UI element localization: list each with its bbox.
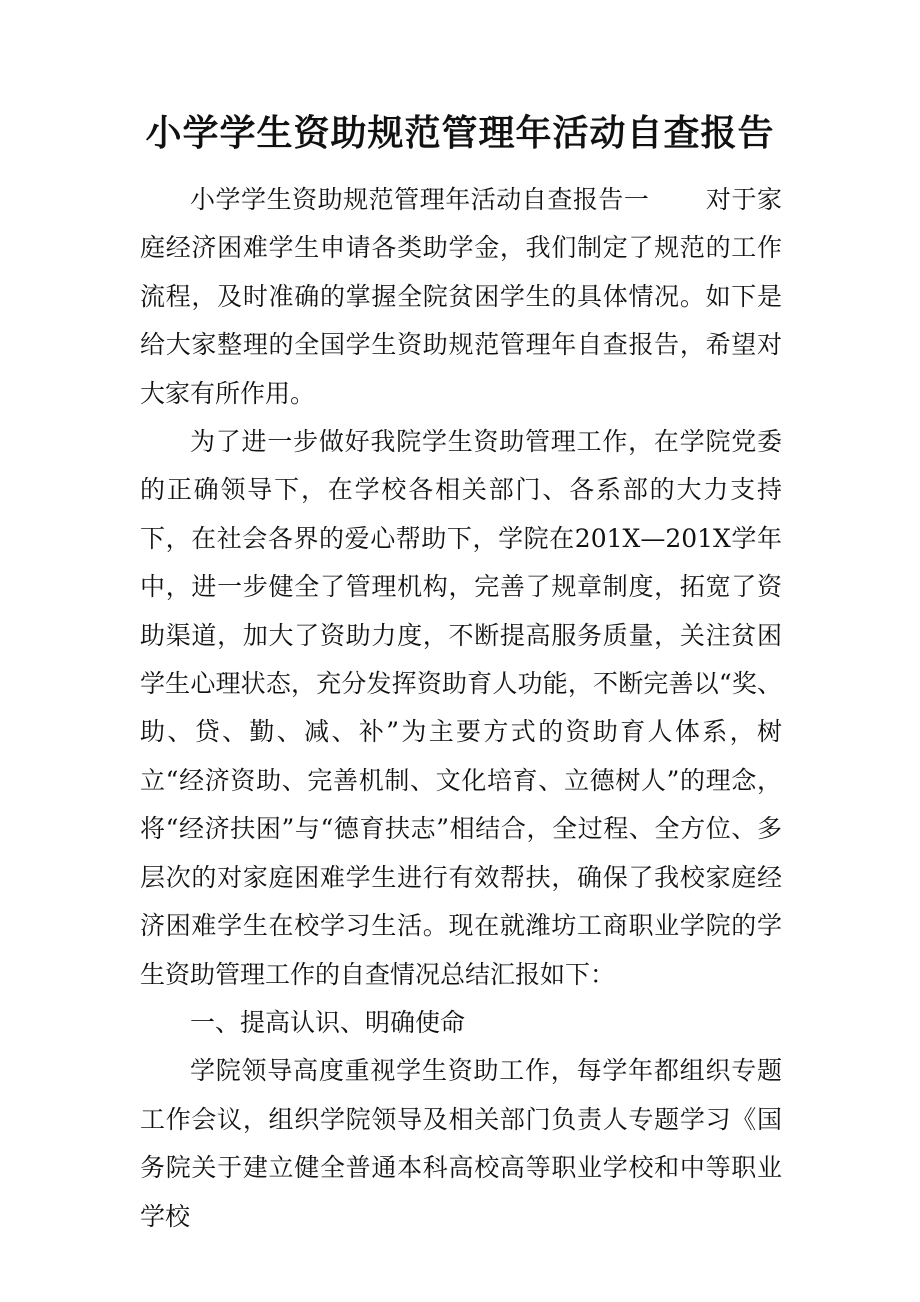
body-paragraph: 学院领导高度重视学生资助工作，每学年都组织专题工作会议，组织学院领导及相关部门负责人专题学习《国务院关于建立健全普通本科高校高等职业学校和中等职业学校 bbox=[140, 1056, 782, 1231]
section-heading: 一、提高认识、明确使命 bbox=[190, 1007, 466, 1037]
document-body bbox=[140, 176, 782, 1241]
body-paragraph: 为了进一步做好我院学生资助管理工作，在学院党委的正确领导下，在学校各相关部门、各系部的大力支持下，在社会各界的爱心帮助下，学院在201X—201X学年中，进一步健全了管理机构，完善了规章制度，拓宽了资助渠道，加大了资助力度，不断提高服务质量，关注贫困学生心理状态，充分发挥资助育人功能，不断完善以“奖、助、贷、勤、减、补”为主要方式的资助育人体系，树立“经济资助、完善机制、文化培育、立德树人”的理念，将“经济扶困”与“德育扶志”相结合，全过程、全方位、多层次的对家庭困难学生进行有效帮扶，确保了我校家庭经济困难学生在校学习生活。现在就潍坊工商职业学院的学生资助管理工作的自查情况总结汇报如下： bbox=[140, 427, 782, 989]
document-title: 小学学生资助规范管理年活动自查报告 bbox=[145, 113, 775, 154]
intro-lead: 小学学生资助规范管理年活动自查报告一 bbox=[190, 185, 650, 214]
intro-paragraph bbox=[140, 176, 782, 418]
intro-rest: 对于家庭经济困难学生申请各类助学金，我们制定了规范的工作流程，及时准确的掌握全院贫困学生的具体情况。如下是给大家整理的全国学生资助规范管理年自查报告，希望对大家有所作用。 bbox=[140, 185, 782, 408]
